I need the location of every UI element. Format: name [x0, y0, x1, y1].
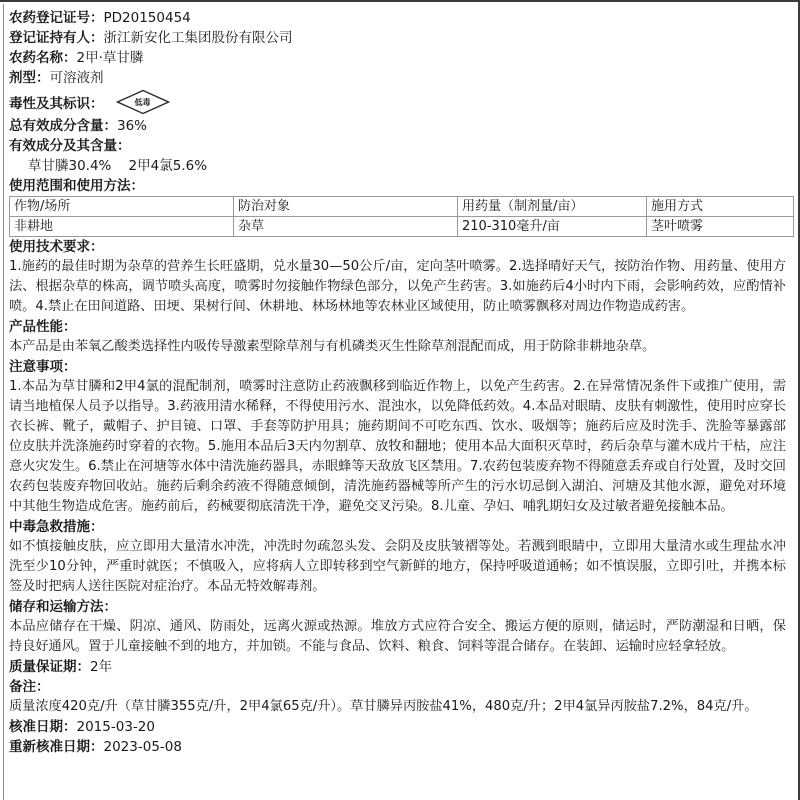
remarks-title: 备注：	[9, 679, 50, 695]
tech-requirements-body: 1.施药的最佳时期为杂草的营养生长旺盛期，兑水量30—50公斤/亩，定向茎叶喷雾。2.选择晴好天气，按防治作物、用药量、使用方法、根据杂草的株高，调节喷头高度，喷雾时勿接触作物绿色部分，以免产生药害。3.如施药后4小时内下雨，会影响药效，应酌情补喷。4.禁止在田间道路、田埂、果树行间、休耕地、林场林地等农林业区域使用，防止喷雾飘移对周边作物造成药害。	[9, 259, 786, 314]
toxicity-label: 毒性及其标识：	[9, 96, 104, 112]
storage-transport-body: 本品应储存在干燥、阴凉、通风、防雨处，远离火源或热源。堆放方式应符合安全、搬运方便的原则，储运时，严防潮湿和日晒，保持良好通风。置于儿童接触不到的地方，并加锁。不能与食品、饮料、粮食、饲料等混合储存。在装卸、运输时应轻拿轻放。	[9, 619, 786, 654]
total-active-ingredient-label: 总有效成分含量：	[9, 118, 117, 134]
toxicity-mark-text: 低毒	[134, 97, 151, 107]
shelf-life-value: 2年	[90, 659, 113, 675]
table-header-method: 施用方式	[647, 197, 794, 217]
tech-requirements-title: 使用技术要求：	[9, 239, 104, 255]
first-aid-title: 中毒急救措施：	[9, 519, 104, 535]
pesticide-name-value: 2甲·草甘膦	[76, 50, 144, 66]
table-cell-method: 茎叶喷雾	[647, 217, 794, 237]
reapproval-date-value: 2023-05-08	[103, 739, 182, 755]
product-performance-title: 产品性能：	[9, 319, 77, 335]
registration-holder-row	[6, 28, 790, 48]
total-active-ingredient-value: 36%	[117, 118, 148, 134]
approval-date-label: 核准日期：	[9, 719, 77, 735]
table-header-target: 防治对象	[234, 197, 458, 217]
formulation-label: 剂型：	[9, 70, 50, 86]
storage-transport-title: 储存和运输方法：	[9, 599, 117, 615]
precautions-body: 1.本品为草甘膦和2甲4氯的混配制剂，喷雾时注意防止药液飘移到临近作物上，以免产生药害。2.在异常情况条件下或推广使用，需请当地植保人员予以指导。3.药液用清水稀释，不得使用污水、混浊水，以免降低药效。4.本品对眼睛、皮肤有刺激性，使用时应穿长衣长裤、靴子，戴帽子、护目镜、口罩、手套等防护用具；施药期间不可吃东西、饮水、吸烟等；施药后应及时洗手、洗脸等暴露部位皮肤并洗涤施药时穿着的衣物。5.施用本品后3天内勿割草、放牧和翻地；使用本品大面积灭草时，药后杂草与灌木成片干枯，应注意火灾发生。6.禁止在河塘等水体中清洗施药器具，赤眼蜂等天敌放飞区禁用。7.农药包装废弃物不得随意丢弃或自行处置，及时交回农药包装废弃物回收站。施药后剩余药液不得随意倾倒，清洗施药器械等所产生的污水切忌倒入湖泊、河塘及其他水源，避免对环境中其他生物造成危害。施药前后，药械要彻底清洗干净，避免交叉污染。8.儿童、孕妇、哺乳期妇女及过敏者避免接触本品。	[9, 379, 786, 514]
table-header-crop: 作物/场所	[10, 197, 234, 217]
active-ingredients-value: 草甘膦30.4% 2甲4氯5.6%	[28, 158, 208, 174]
table-cell-crop: 非耕地	[10, 217, 234, 237]
active-ingredients-label: 有效成分及其含量：	[9, 138, 131, 154]
registration-number-label: 农药登记证号：	[9, 10, 104, 26]
toxicity-row	[6, 88, 790, 116]
reapproval-date-row	[6, 737, 790, 757]
table-header-dosage: 用药量（制剂量/亩）	[458, 197, 647, 217]
shelf-life-label: 质量保证期：	[9, 659, 90, 675]
low-toxicity-diamond-icon	[116, 89, 170, 115]
product-performance-body: 本产品是由苯氧乙酸类选择性内吸传导激素型除草剂与有机磷类灭生性除草剂混配而成，用于防除非耕地杂草。	[9, 339, 656, 354]
first-aid-body: 如不慎接触皮肤，应立即用大量清水冲洗，冲洗时勿疏忽头发、会阴及皮肤皱褶等处。若溅到眼睛中，立即用大量清水或生理盐水冲洗至少10分钟，严重时就医；不慎吸入，应将病人立即转移到空气新鲜的地方，保持呼吸道通畅；如不慎误服，立即引吐，并携本标签及时把病人送往医院对症治疗。本品无特效解毒剂。	[9, 539, 786, 594]
approval-date-value: 2015-03-20	[76, 719, 155, 735]
usage-table	[9, 196, 794, 237]
registration-holder-value: 浙江新安化工集团股份有限公司	[103, 30, 293, 46]
formulation-value: 可溶液剂	[49, 70, 104, 86]
table-cell-target: 杂草	[234, 217, 458, 237]
table-header-row	[10, 197, 794, 217]
reapproval-date-label: 重新核准日期：	[9, 739, 104, 755]
registration-number-value: PD20150454	[103, 10, 191, 26]
pesticide-name-row	[6, 48, 790, 68]
table-row	[10, 217, 794, 237]
formulation-row	[6, 68, 790, 88]
remarks-body: 质量浓度420克/升（草甘膦355克/升，2甲4氯65克/升）。草甘膦异丙胺盐41%，480克/升；2甲4氯异丙胺盐7.2%，84克/升。	[9, 699, 758, 714]
shelf-life-row	[6, 657, 790, 677]
pesticide-name-label: 农药名称：	[9, 50, 77, 66]
approval-date-row	[6, 717, 790, 737]
registration-number-row	[6, 8, 790, 28]
table-cell-dosage: 210-310毫升/亩	[458, 217, 647, 237]
total-active-ingredient-row	[6, 116, 790, 136]
precautions-title: 注意事项：	[9, 359, 77, 375]
usage-scope-title: 使用范围和使用方法：	[9, 178, 144, 194]
registration-holder-label: 登记证持有人：	[9, 30, 104, 46]
